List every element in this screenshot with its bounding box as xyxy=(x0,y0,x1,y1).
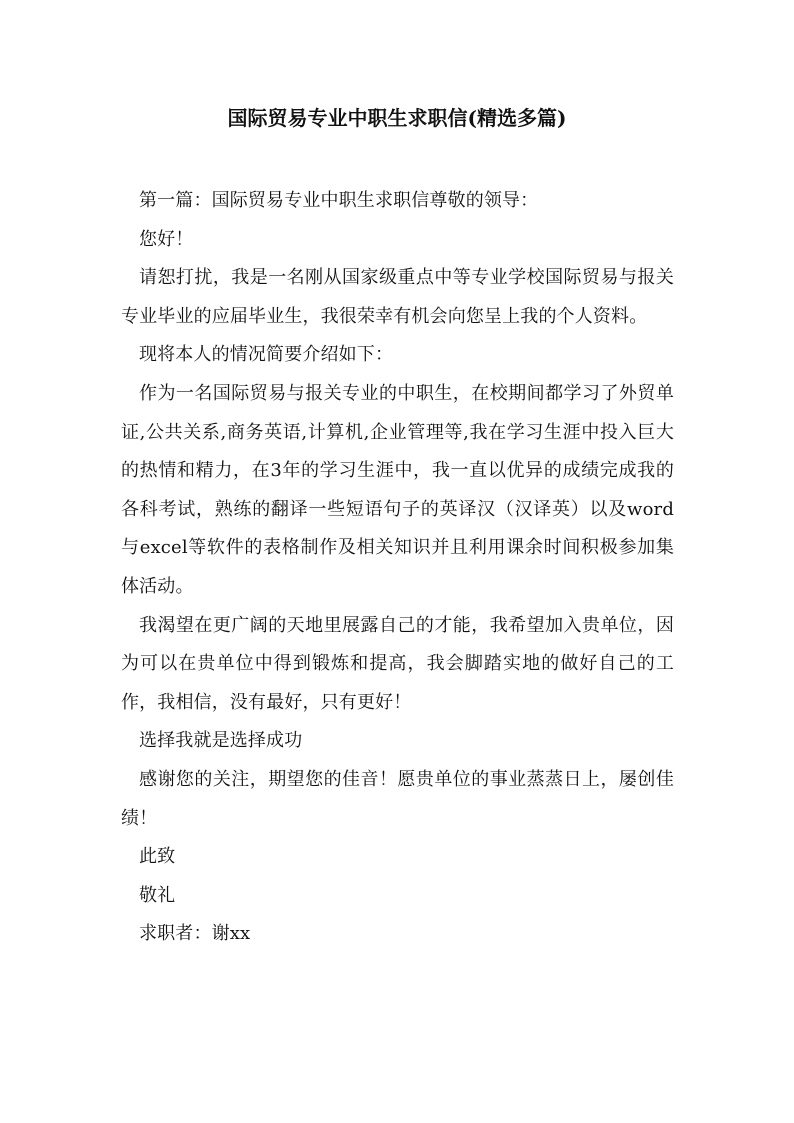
paragraph-closing: 此致 xyxy=(139,846,176,868)
paragraph-aspiration: 我渴望在更广阔的天地里展露自己的才能，我希望加入贵单位，因为可以在贵单位中得到锻炼和提高，我会脚踏实地的做好自己的工作，我相信，没有最好，只有更好！ xyxy=(121,614,674,713)
paragraph-signature: 求职者：谢xx xyxy=(139,923,251,945)
paragraph-heading: 第一篇：国际贸易专业中职生求职信尊敬的领导： xyxy=(139,190,539,211)
document-title: 国际贸易专业中职生求职信(精选多篇) xyxy=(227,106,567,130)
paragraph-slogan: 选择我就是选择成功 xyxy=(139,730,303,752)
paragraph-overview: 现将本人的情况简要介绍如下： xyxy=(139,344,394,366)
paragraph-thanks: 感谢您的关注，期望您的佳音！愿贵单位的事业蒸蒸日上，屡创佳绩！ xyxy=(121,768,674,829)
paragraph-study-experience: 作为一名国际贸易与报关专业的中职生，在校期间都学习了外贸单证,公共关系,商务英语,计算机,企业管理等,我在学习生涯中投入巨大的热情和精力，在3年的学习生涯中，我一直以优异的成绩完成我的各科考试，熟练的翻译一些短语句子的英译汉（汉译英）以及word与excel等软件的表格制作及相关知识并且利用课余时间积极参加集体活动。 xyxy=(121,382,674,597)
letter-body xyxy=(121,182,674,954)
paragraph-salute: 敬礼 xyxy=(139,884,176,906)
paragraph-introduction: 请恕打扰，我是一名刚从国家级重点中等专业学校国际贸易与报关专业毕业的应届毕业生，我很荣幸有机会向您呈上我的个人资料。 xyxy=(121,267,674,327)
paragraph-greeting: 您好！ xyxy=(139,228,194,250)
